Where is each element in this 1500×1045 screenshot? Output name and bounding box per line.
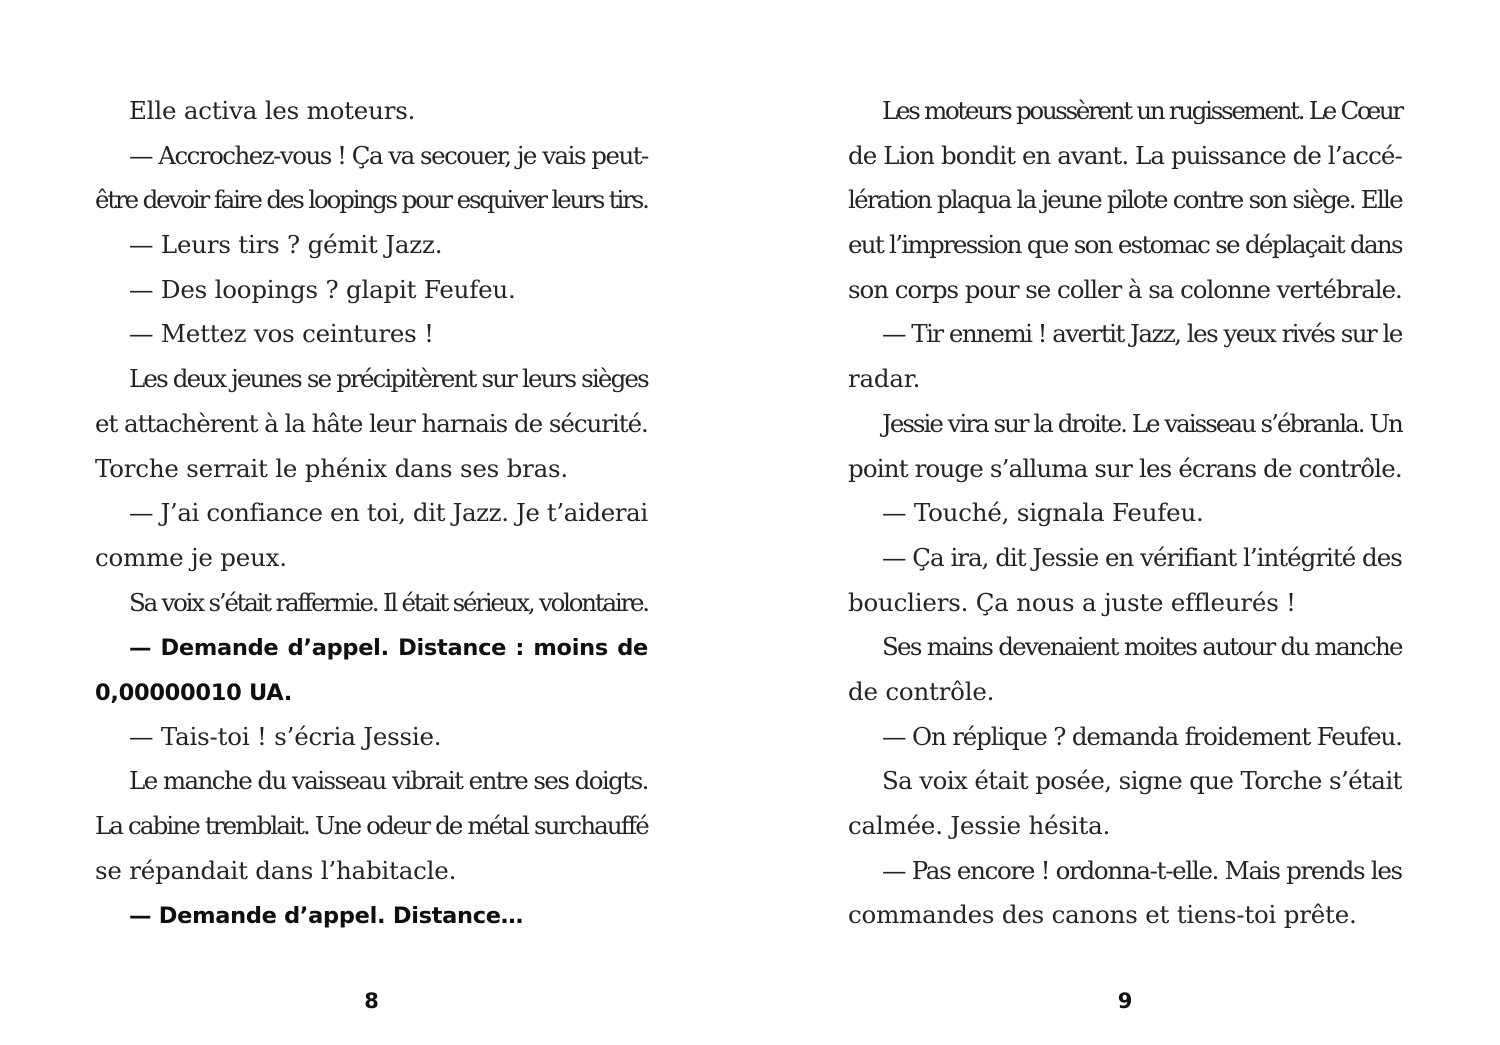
text-line (848, 268, 1402, 313)
page-right-text-column (848, 89, 1402, 938)
text-line (95, 804, 648, 849)
text-line (848, 849, 1402, 894)
text-line (95, 268, 648, 313)
text-line-content: — Des loopings ? glapit Feufeu. (129, 274, 516, 304)
text-line (848, 312, 1402, 357)
page-left-text-column (95, 89, 648, 938)
text-line-content: Sa voix était posée, signe que Torche s’était (882, 766, 1402, 796)
text-line-content: de contrôle. (848, 676, 995, 706)
text-line (848, 715, 1402, 760)
text-line (95, 581, 648, 626)
robot-voice-line (95, 893, 648, 938)
text-line-content: Jessie vira sur la droite. Le vaisseau s’ébranla. Un (882, 408, 1402, 438)
text-line (848, 670, 1402, 715)
text-line-content: Sa voix s’était raffermie. Il était sérieux, volontaire. (129, 587, 648, 617)
text-line (95, 178, 648, 223)
text-line-content: comme je peux. (95, 542, 287, 572)
text-line-content: et attachèrent à la hâte leur harnais de sécurité. (95, 408, 648, 438)
robot-voice-line (95, 670, 648, 715)
text-line (848, 402, 1402, 447)
text-line-content: Les deux jeunes se précipitèrent sur leurs sièges (129, 364, 648, 394)
text-line-content: — Touché, signala Feufeu. (882, 498, 1204, 528)
page-number-left: 8 (364, 989, 379, 1013)
text-line-content: — J’ai confiance en toi, dit Jazz. Je t’aiderai (129, 498, 648, 528)
text-line-content: boucliers. Ça nous a juste effleurés ! (848, 587, 1296, 617)
text-line-content: — Mettez vos ceintures ! (129, 319, 434, 349)
text-line (848, 89, 1402, 134)
text-line (848, 491, 1402, 536)
text-line-content: — Demande d’appel. Distance… (129, 903, 523, 930)
text-line-content: radar. (848, 364, 921, 394)
text-line-content: Les moteurs poussèrent un rugissement. Le Cœur (882, 96, 1402, 125)
text-line-content: — Pas encore ! ordonna-t-elle. Mais prends les (882, 855, 1402, 885)
text-line-content: commandes des canons et tiens-toi prête. (848, 900, 1357, 930)
text-line (848, 893, 1402, 938)
text-line (848, 178, 1402, 223)
text-line (848, 759, 1402, 804)
text-line-content: de Lion bondit en avant. La puissance de l’accé- (848, 140, 1402, 170)
text-line-content: — Tais-toi ! s’écria Jessie. (129, 721, 442, 751)
page-number-right: 9 (1117, 989, 1133, 1013)
text-line (848, 134, 1402, 179)
text-line (95, 134, 648, 179)
text-line-content: calmée. Jessie hésita. (848, 811, 1111, 840)
text-line (848, 447, 1402, 492)
text-line-content: Elle activa les moteurs. (129, 96, 416, 125)
text-line-content: — Ça ira, dit Jessie en vérifiant l’intégrité des (882, 542, 1402, 572)
text-line (95, 759, 648, 804)
text-line-content: La cabine tremblait. Une odeur de métal surchauffé (95, 811, 648, 840)
text-line (95, 536, 648, 581)
text-line (95, 715, 648, 760)
text-line-content: se répandait dans l’habitacle. (95, 855, 457, 885)
text-line-content: — Demande d’appel. Distance : moins de (129, 635, 648, 662)
text-line (848, 581, 1402, 626)
robot-voice-line (95, 625, 648, 670)
text-line (95, 357, 648, 402)
text-line-content: Torche serrait le phénix dans ses bras. (95, 453, 568, 483)
text-line (95, 89, 648, 134)
text-line-content: être devoir faire des loopings pour esquiver leurs tirs. (95, 185, 648, 215)
text-line-content: Le manche du vaisseau vibrait entre ses doigts. (129, 766, 648, 796)
text-line-content: son corps pour se coller à sa colonne vertébrale. (848, 274, 1402, 304)
text-line (848, 223, 1402, 268)
text-line (95, 849, 648, 894)
text-line (95, 491, 648, 536)
text-line-content: Ses mains devenaient moites autour du manche (882, 632, 1402, 662)
text-line (848, 625, 1402, 670)
text-line-content: 0,00000010 UA. (95, 679, 293, 706)
text-line-content: point rouge s’alluma sur les écrans de contrôle. (848, 453, 1402, 483)
text-line-content: lération plaqua la jeune pilote contre son siège. Elle (848, 185, 1402, 215)
text-line-content: — On réplique ? demanda froidement Feufeu. (882, 721, 1402, 751)
text-line-content: — Leurs tirs ? gémit Jazz. (129, 230, 443, 260)
text-line-content: eut l’impression que son estomac se déplaçait dans (848, 230, 1402, 260)
text-line (848, 804, 1402, 849)
text-line (95, 223, 648, 268)
text-line (95, 402, 648, 447)
text-line-content: — Tir ennemi ! avertit Jazz, les yeux rivés sur le (882, 319, 1402, 349)
text-line (95, 447, 648, 492)
text-line (95, 312, 648, 357)
text-line (848, 536, 1402, 581)
text-line-content: — Accrochez-vous ! Ça va secouer, je vais peut- (129, 140, 648, 170)
text-line (848, 357, 1402, 402)
